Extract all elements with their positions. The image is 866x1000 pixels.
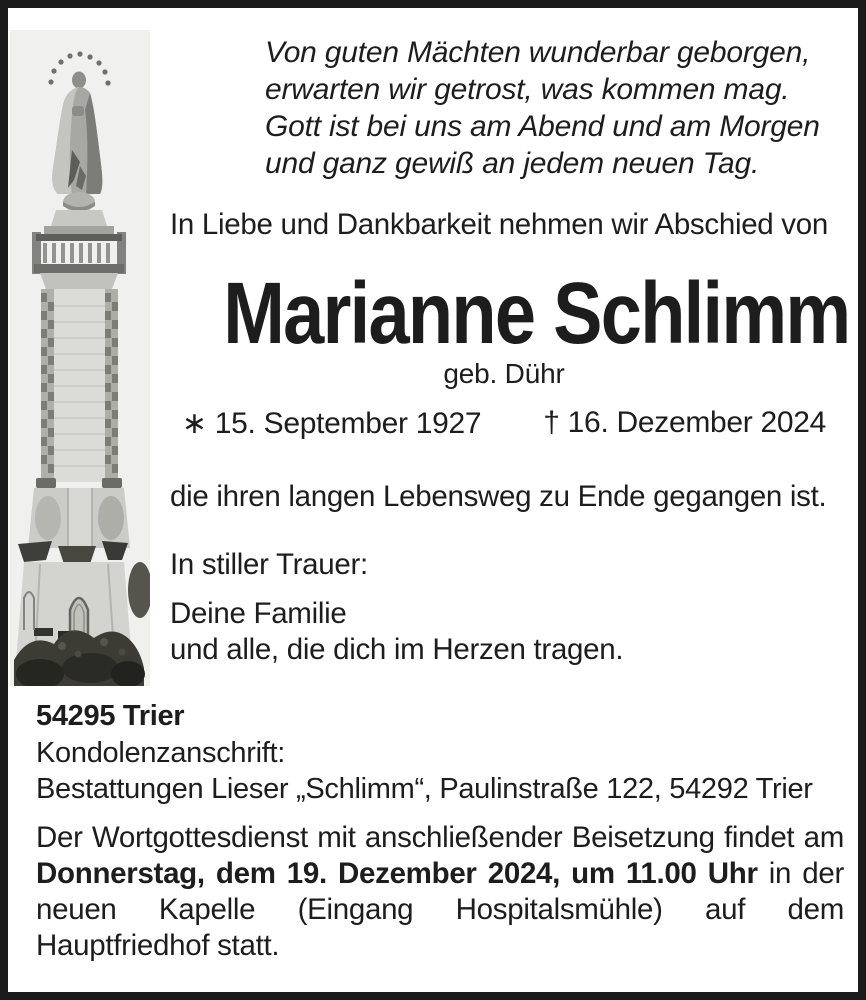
life-sentence: die ihren langen Lebensweg zu Ende gegangen ist. <box>170 480 827 513</box>
condolence-block <box>36 698 846 808</box>
poem-line: Gott ist bei uns am Abend und am Morgen <box>265 110 820 143</box>
tower-shaft <box>36 289 122 488</box>
poem-line: und ganz gewiß an jedem neuen Tag. <box>265 147 760 180</box>
condolence-label: Kondolenzanschrift: <box>36 736 286 769</box>
farewell-intro: In Liebe und Dankbarkeit nehmen wir Abschied von <box>170 208 828 241</box>
condolence-city: 54295 Trier <box>36 700 185 732</box>
mourning-intro: In stiller Trauer: <box>170 548 368 581</box>
birth-date: ∗ 15. September 1927 <box>181 407 482 440</box>
tower-bell-section <box>28 488 130 548</box>
service-datetime: Donnerstag, dem 19. Dezember 2024, um 11.00 Uhr <box>36 857 758 890</box>
service-text-before: Der Wortgottesdienst mit anschließender Beisetzung findet am <box>36 821 844 854</box>
poem-line: Von guten Mächten wunderbar geborgen, <box>265 36 811 69</box>
mourners-block <box>170 596 770 668</box>
poem-block <box>265 34 855 182</box>
deceased-name-row <box>168 264 850 368</box>
death-date: † 16. Dezember 2024 <box>543 406 827 439</box>
deceased-name: Marianne Schlimm <box>223 265 850 362</box>
mourners-line: Deine Familie <box>170 597 347 630</box>
mourners-line: und alle, die dich im Herzen tragen. <box>170 633 624 666</box>
memorial-column-photo <box>10 30 150 686</box>
memorial-column-illustration <box>10 30 150 686</box>
maiden-name: geb. Dühr <box>443 358 565 389</box>
service-text-after: in der neuen Kapelle (Eingang Hospitalsmühle) auf dem Hauptfriedhof statt. <box>36 857 844 962</box>
service-info-paragraph <box>36 820 844 964</box>
dates-row <box>168 406 840 441</box>
poem-line: erwarten wir getrost, was kommen mag. <box>265 73 790 106</box>
condolence-address: Bestattungen Lieser „Schlimm“, Paulinstraße 122, 54292 Trier <box>36 773 813 805</box>
